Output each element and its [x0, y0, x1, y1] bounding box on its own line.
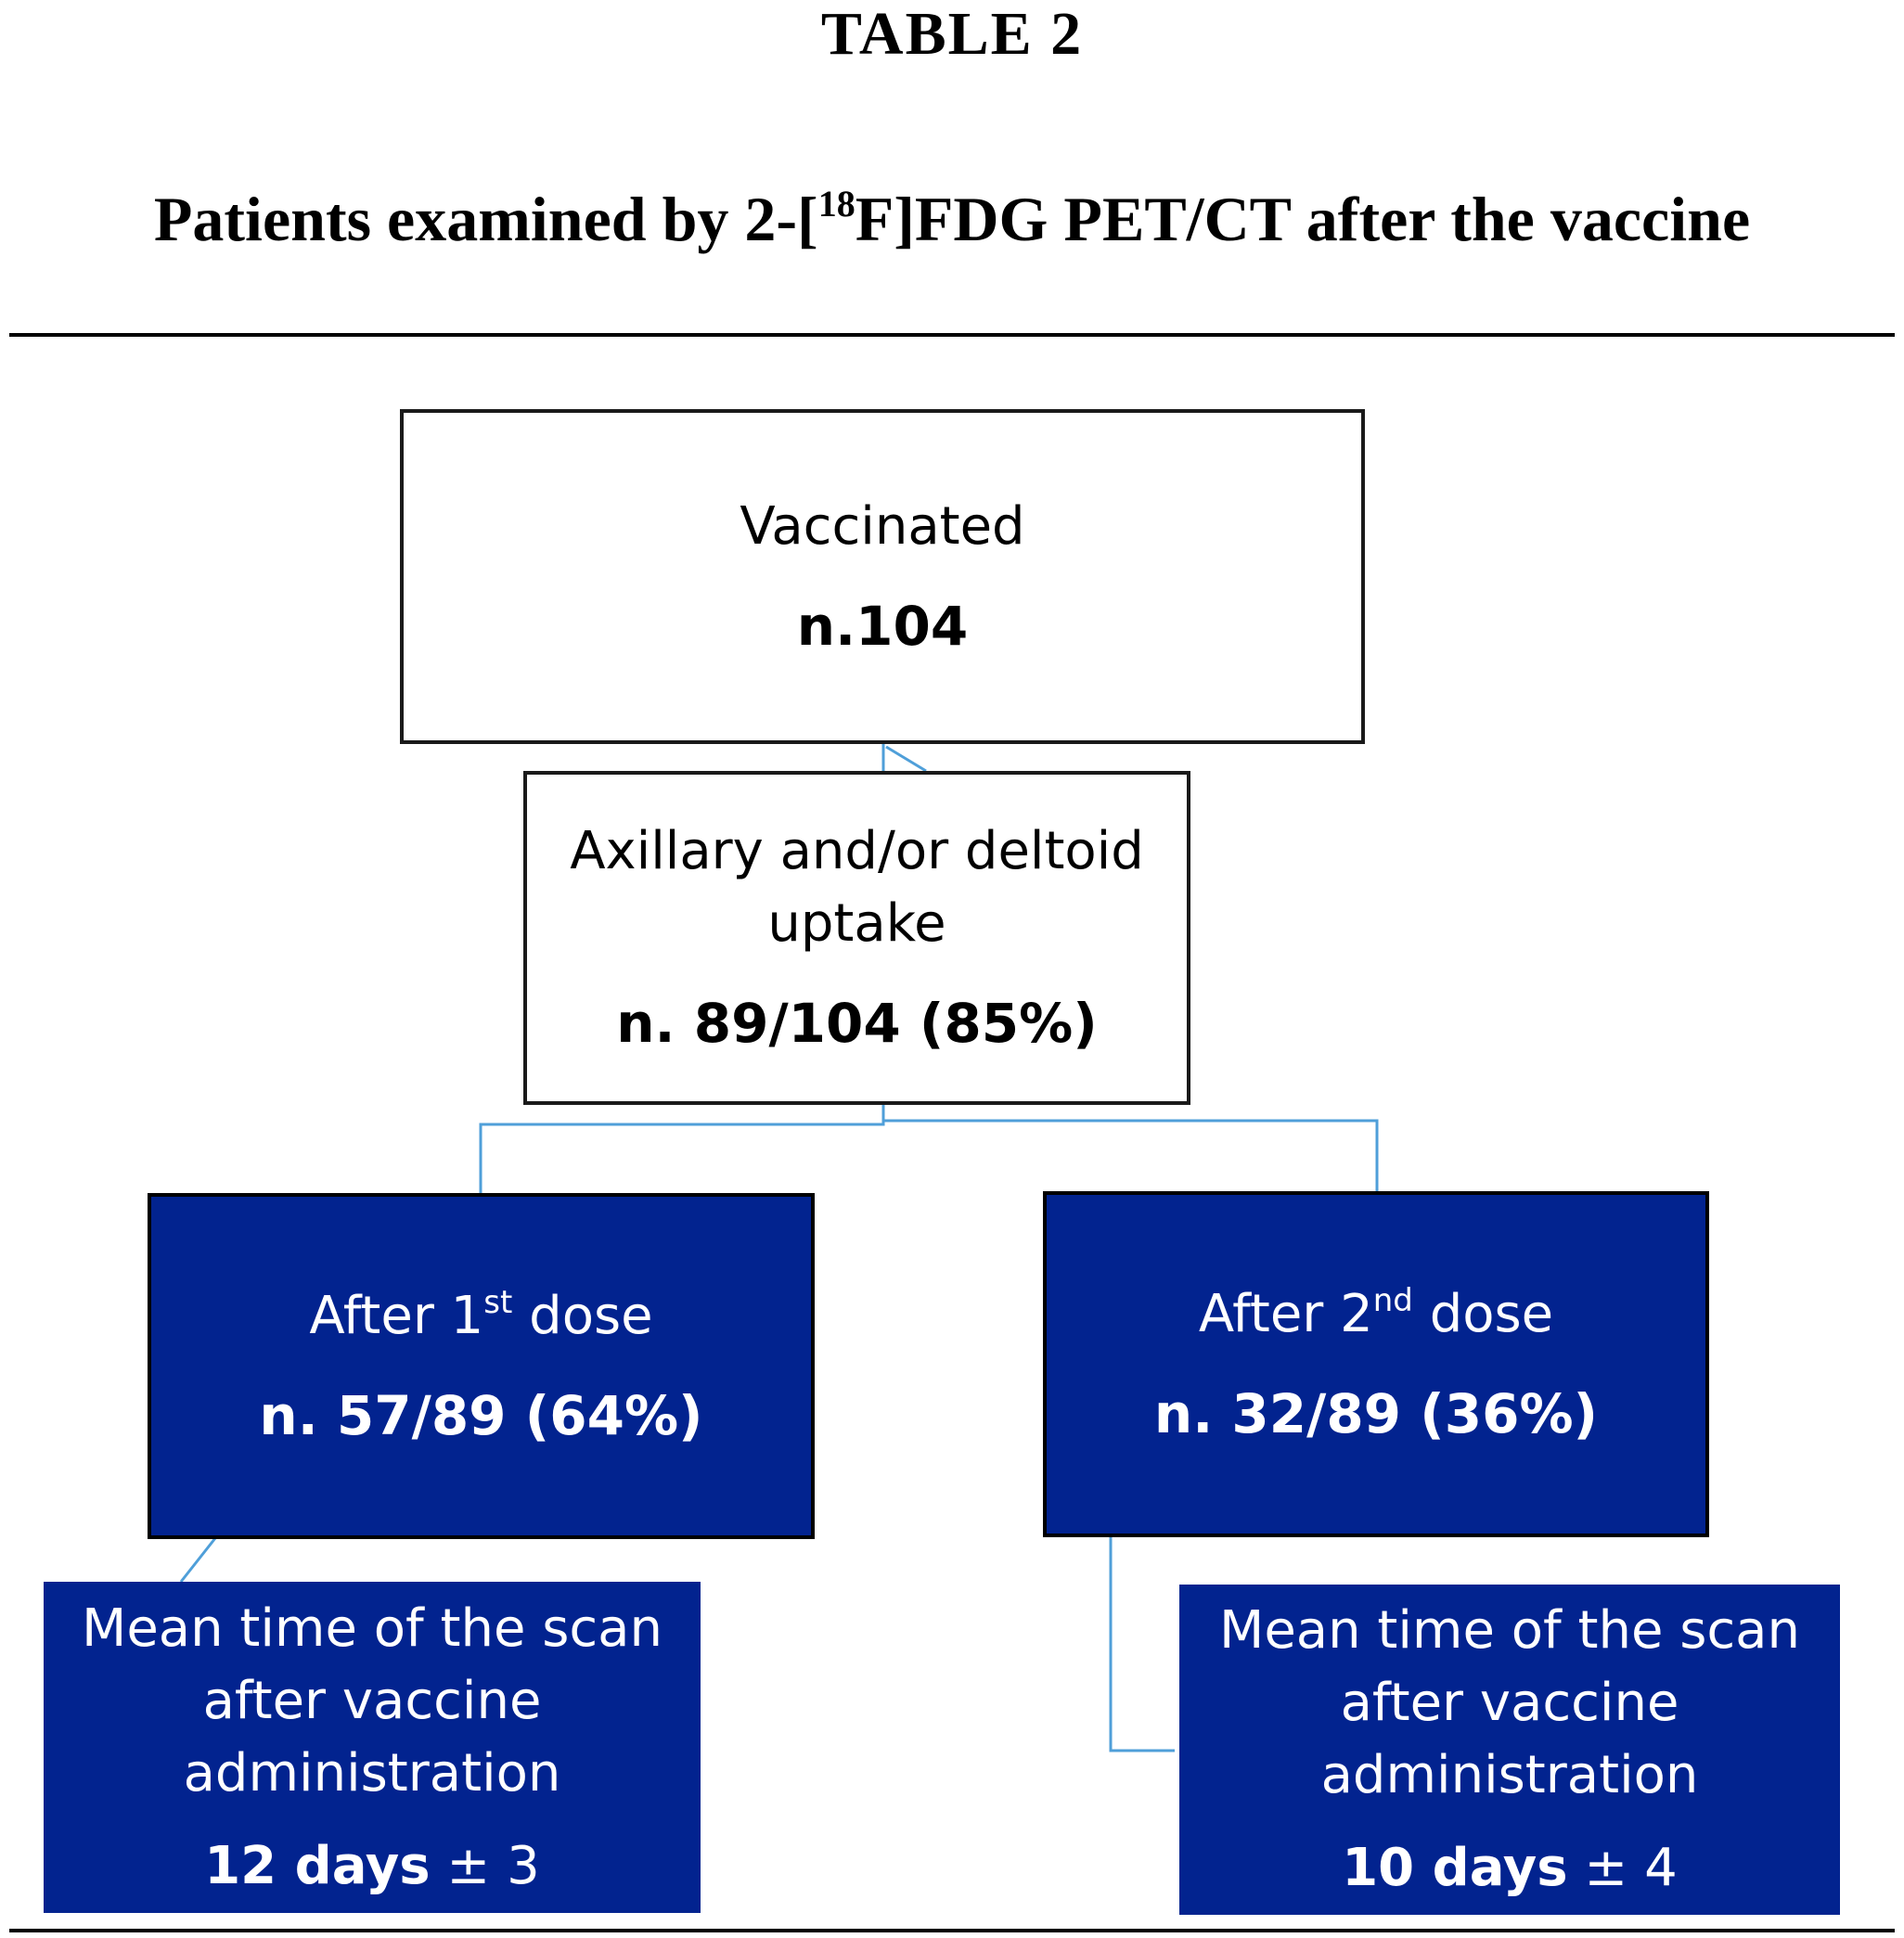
second-dose-label-pre: After 2: [1198, 1283, 1373, 1344]
first-time-value: [204, 1830, 540, 1903]
second-time-box: [1179, 1585, 1840, 1915]
second-time-days: 10 days: [1342, 1838, 1568, 1898]
uptake-count: n. 89/104 (85%): [616, 992, 1098, 1055]
first-dose-label-sup: st: [483, 1283, 513, 1321]
bottom-rule: [9, 1929, 1895, 1932]
uptake-label-line1: Axillary and/or deltoid: [570, 821, 1144, 881]
title-part-1: Patients examined by 2-[: [153, 184, 818, 254]
second-time-spread: ± 4: [1567, 1838, 1678, 1898]
second-time-value: [1342, 1832, 1678, 1905]
connector-uptake-split: [481, 1103, 883, 1193]
connector-vaccinated-to-uptake-diag: [886, 747, 926, 771]
table-label: TABLE 2: [820, 0, 1084, 68]
connector-uptake-to-second: [883, 1121, 1377, 1191]
title-part-2: F]FDG PET/CT after the vaccine: [855, 184, 1751, 254]
first-dose-label-pre: After 1: [309, 1285, 484, 1346]
second-time-line1: Mean time of the scan: [1219, 1600, 1800, 1661]
uptake-box: [523, 771, 1190, 1105]
second-time-line2: after vaccine: [1340, 1673, 1679, 1733]
first-time-line2: after vaccine: [202, 1670, 542, 1731]
connector-first-to-time: [181, 1538, 215, 1582]
first-dose-label: [309, 1280, 652, 1353]
first-dose-count: n. 57/89 (64%): [259, 1383, 703, 1447]
first-time-line1: Mean time of the scan: [82, 1598, 663, 1659]
first-time-line3: administration: [183, 1742, 561, 1803]
first-time-spread: ± 3: [430, 1835, 540, 1896]
title-superscript: 18: [817, 183, 856, 225]
vaccinated-count: n.104: [796, 594, 969, 658]
uptake-label-line2: uptake: [767, 893, 946, 954]
second-dose-label-sup: nd: [1372, 1281, 1413, 1319]
connector-second-to-time: [1111, 1535, 1175, 1751]
first-dose-label-post: dose: [512, 1285, 653, 1346]
second-dose-label-post: dose: [1412, 1283, 1554, 1344]
second-dose-count: n. 32/89 (36%): [1153, 1381, 1599, 1445]
vaccinated-label: Vaccinated: [740, 495, 1025, 557]
first-time-days: 12 days: [204, 1835, 431, 1896]
second-dose-box: [1043, 1191, 1709, 1537]
vaccinated-box: [400, 409, 1365, 744]
second-dose-label: [1199, 1278, 1553, 1351]
first-time-box: [44, 1582, 701, 1913]
second-time-line3: administration: [1320, 1745, 1699, 1805]
first-dose-box: [148, 1193, 815, 1539]
